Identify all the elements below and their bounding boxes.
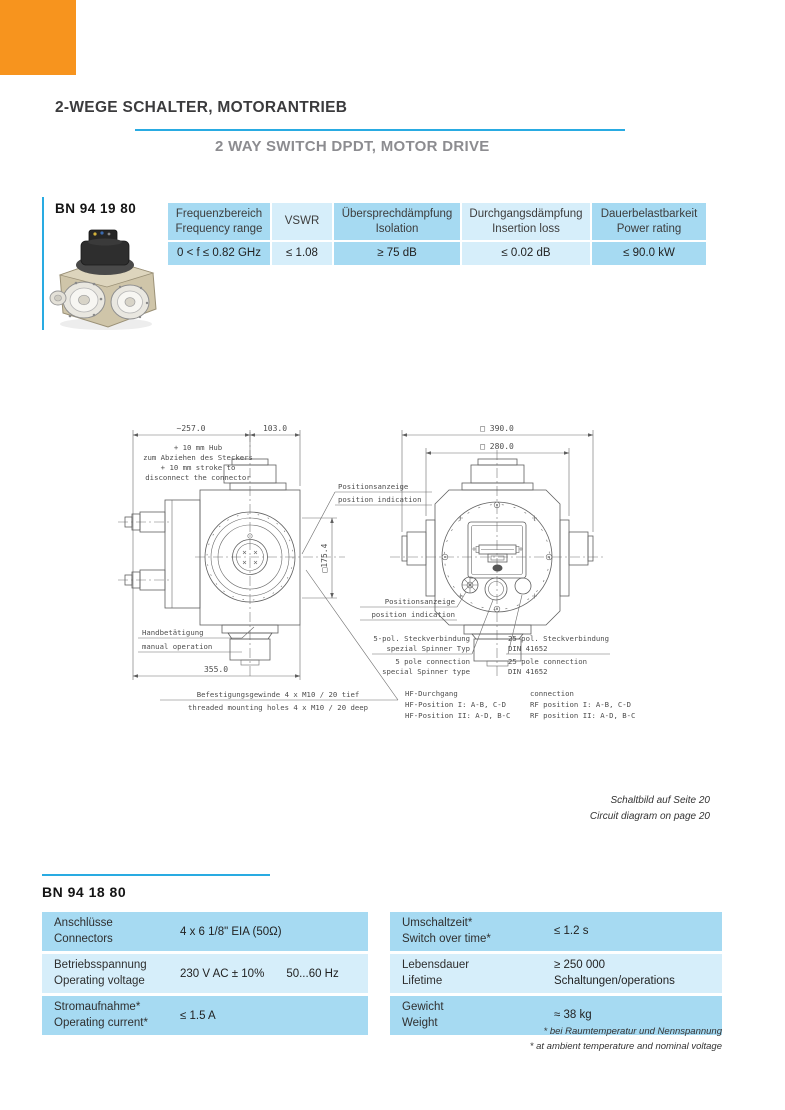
dim-outer-square: □ 390.0: [480, 424, 514, 433]
spec-value-isolation: ≥ 75 dB: [334, 242, 460, 265]
row-label-de: Umschaltzeit*: [402, 917, 473, 929]
technical-drawing: [110, 408, 685, 740]
label-25pole-line2: DIN 41652: [508, 644, 548, 653]
brand-corner-block: [0, 0, 76, 75]
label-position-indication2-de: Positionsanzeige: [384, 597, 455, 606]
note-stroke-line3: + 10 mm stroke to: [160, 463, 236, 472]
table-row-operating-voltage: [42, 954, 368, 993]
spec-header-insertion-loss: [462, 203, 590, 240]
label-manual-operation-en: manual operation: [142, 642, 213, 651]
note-stroke-line1: + 10 mm Hub: [173, 443, 223, 452]
spec-header-power-rating: [592, 203, 706, 240]
spec-header-power-rating-de: Dauerbelastbarkeit: [600, 207, 698, 220]
spec-table: [168, 203, 706, 265]
row-label-de: Stromaufnahme*: [54, 1001, 141, 1014]
model-accent-line: [42, 197, 44, 330]
connection-table: [42, 912, 368, 1035]
row-label-de: Lebensdauer: [402, 959, 470, 972]
footnote-de: * bei Raumtemperatur und Nennspannung: [543, 1026, 722, 1037]
row-label-en: Switch over time*: [402, 932, 491, 945]
row-value: 4 x 6 1/8" EIA (50Ω): [180, 925, 282, 938]
operation-table: [390, 912, 722, 1035]
table-row-lifetime: [390, 954, 722, 993]
note-hf-line2: HF-Position I: A-B, C-D: [405, 700, 507, 709]
row-label: [42, 954, 180, 993]
label-5pole-line1: 5-pol. Steckverbindung: [373, 634, 470, 643]
spec-value-frequency: 0 < f ≤ 0.82 GHz: [168, 242, 270, 265]
label-manual-operation-de: Handbetätigung: [142, 628, 204, 637]
row-label: [42, 996, 180, 1035]
spec-header-isolation-de: Übersprechdämpfung: [341, 207, 453, 220]
page-title-english: 2 WAY SWITCH DPDT, MOTOR DRIVE: [215, 138, 490, 155]
row-label-en: Weight: [402, 1016, 438, 1029]
note-rf-line3: RF position II: A-D, B-C: [530, 711, 636, 720]
row-label-en: Connectors: [54, 932, 113, 945]
row-label: [42, 912, 180, 951]
drawing-right-view: [360, 424, 635, 720]
motor-drive-illustration: [76, 230, 134, 275]
spec-header-frequency-en: Frequency range: [175, 222, 263, 235]
model-number-1: BN 94 19 80: [55, 201, 137, 216]
product-photo: [46, 221, 168, 333]
note-mounting-de: Befestigungsgewinde 4 x M10 / 20 tief: [196, 690, 360, 699]
dim-total-width: ~257.0: [176, 424, 206, 433]
spec-header-insertion-loss-en: Insertion loss: [492, 222, 560, 235]
spec-header-insertion-loss-de: Durchgangsdämpfung: [469, 207, 583, 220]
spec-header-isolation-en: Isolation: [375, 222, 419, 235]
table-row-connectors: [42, 912, 368, 951]
note-stroke-line4: disconnect the connector: [145, 473, 251, 482]
row-label-en: Operating current*: [54, 1016, 148, 1029]
dim-right-width: 103.0: [262, 424, 288, 433]
model2-divider-rule: [42, 874, 270, 876]
spec-value-insertion-loss: ≤ 0.02 dB: [462, 242, 590, 265]
dim-bottom-width: 355.0: [203, 665, 229, 674]
table-row-operating-current: [42, 996, 368, 1035]
label-25pole-line3: 25 pole connection: [508, 657, 588, 666]
note-rf-line1: connection: [530, 689, 574, 698]
row-label-de: Gewicht: [402, 1001, 444, 1014]
spec-header-vswr: [272, 203, 332, 240]
spec-header-frequency-de: Frequenzbereich: [175, 207, 263, 220]
row-label: [390, 912, 554, 951]
spec-header-frequency: [168, 203, 270, 240]
row-value: ≤ 1.2 s: [554, 924, 589, 937]
note-hf-line3: HF-Position II: A-D, B-C: [405, 711, 511, 720]
label-position-indication2-en: position indication: [371, 610, 455, 619]
row-label-de: Betriebsspannung: [54, 959, 147, 972]
spec-header-isolation: [334, 203, 460, 240]
row-value: ≤ 1.5 A: [180, 1009, 216, 1022]
row-label-en: Lifetime: [402, 974, 443, 987]
label-position-indication-en: position indication: [338, 495, 422, 504]
row-value: 230 V AC ± 10% 50...60 Hz: [180, 967, 339, 980]
row-label-de: Anschlüsse: [54, 917, 113, 929]
label-25pole-line1: 25-pol. Steckverbindung: [508, 634, 610, 643]
footnote-en: * at ambient temperature and nominal voltage: [529, 1041, 722, 1053]
spec-table-header-row: [168, 203, 706, 240]
row-value: ≈ 38 kg: [554, 1008, 592, 1021]
label-5pole-line4: special Spinner type: [382, 667, 470, 676]
note-hf-line1: HF-Durchgang: [405, 689, 458, 698]
row-value: ≥ 250 000 Schaltungen/operations: [554, 959, 675, 987]
title-divider-rule: [135, 129, 625, 131]
note-stroke-line2: zum Abziehen des Steckers: [143, 453, 253, 462]
row-label-en: Operating voltage: [54, 974, 145, 987]
spec-table-value-row: [168, 242, 706, 265]
spec-header-vswr-de: VSWR: [284, 215, 320, 228]
dim-inner-square: □ 280.0: [480, 442, 514, 451]
label-25pole-line4: DIN 41652: [508, 667, 548, 676]
page-title-german: 2-WEGE SCHALTER, MOTORANTRIEB: [55, 99, 348, 116]
label-5pole-line3: 5 pole connection: [395, 657, 470, 666]
spec-value-power-rating: ≤ 90.0 kW: [592, 242, 706, 265]
row-label: [390, 954, 554, 993]
circuit-ref-de: Schaltbild auf Seite 20: [610, 795, 710, 806]
table-row-switch-over-time: [390, 912, 722, 951]
footnote: [430, 1024, 722, 1054]
spec-value-vswr: ≤ 1.08: [272, 242, 332, 265]
circuit-ref-en: Circuit diagram on page 20: [589, 810, 710, 822]
circuit-diagram-reference: [460, 793, 710, 824]
note-mounting-en: threaded mounting holes 4 x M10 / 20 deep: [187, 703, 369, 712]
spec-header-power-rating-en: Power rating: [616, 222, 682, 235]
model-number-2: BN 94 18 80: [42, 884, 127, 900]
label-position-indication-de: Positionsanzeige: [338, 482, 409, 491]
label-5pole-line2: spezial Spinner Typ: [386, 644, 470, 653]
note-rf-line2: RF position I: A-B, C-D: [530, 700, 632, 709]
dim-flange-square: □175.4: [320, 543, 329, 573]
